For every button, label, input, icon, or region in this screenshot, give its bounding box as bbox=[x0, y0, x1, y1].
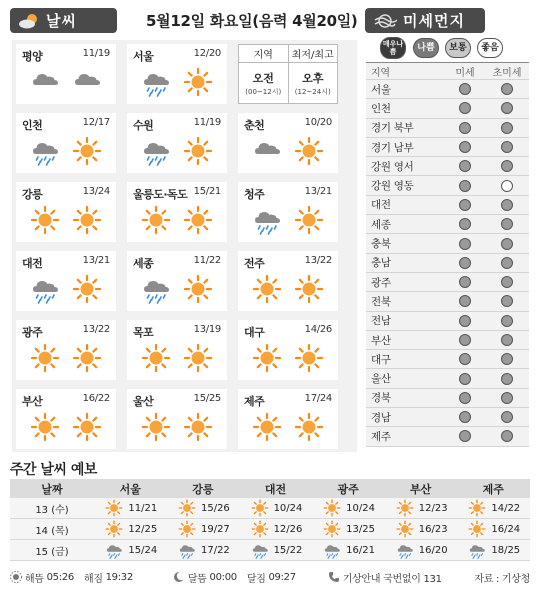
city-name: 세종 bbox=[133, 257, 154, 270]
sunrise-time: 05:26 bbox=[46, 571, 74, 583]
sun-icon bbox=[141, 412, 171, 442]
dust-row bbox=[366, 234, 529, 253]
city-temp: 11/22 bbox=[193, 255, 221, 266]
city-card bbox=[238, 182, 338, 242]
city-temp: 11/19 bbox=[193, 117, 221, 128]
weekly-cell bbox=[384, 540, 457, 560]
legend-minmax: 최저/최고 bbox=[291, 50, 334, 61]
sun-icon bbox=[294, 274, 324, 304]
dust-row bbox=[366, 254, 529, 273]
cloud-icon bbox=[30, 67, 60, 97]
dust-row bbox=[366, 350, 529, 369]
sun-icon bbox=[72, 343, 102, 373]
sun-icon bbox=[294, 343, 324, 373]
sun-icon bbox=[72, 412, 102, 442]
sun-icon bbox=[252, 412, 282, 442]
weekly-row bbox=[10, 540, 530, 561]
dust-region: 경북 bbox=[371, 392, 391, 405]
weekly-temp: 16/21 bbox=[346, 544, 375, 556]
city-card bbox=[127, 389, 227, 449]
dust-level-badge: 나쁨 bbox=[413, 38, 439, 58]
cloud-rain-icon bbox=[30, 136, 60, 166]
sun-icon bbox=[321, 520, 343, 538]
weekly-cell bbox=[167, 519, 240, 539]
pm10-status-dot bbox=[459, 257, 471, 269]
city-temp: 13/21 bbox=[82, 255, 110, 266]
dust-region: 인천 bbox=[371, 102, 391, 115]
dust-region: 광주 bbox=[371, 276, 391, 289]
dust-region: 제주 bbox=[371, 430, 391, 443]
pm10-status-dot bbox=[459, 392, 471, 404]
dust-region: 경기 남부 bbox=[371, 141, 414, 154]
sun-icon bbox=[72, 136, 102, 166]
pm25-status-dot bbox=[501, 295, 513, 307]
dust-row bbox=[366, 157, 529, 176]
legend-am-sub: (00~12시) bbox=[245, 87, 282, 96]
weekly-temp: 14/22 bbox=[491, 502, 521, 514]
weather-header-badge bbox=[10, 8, 117, 33]
city-card bbox=[127, 113, 227, 173]
pm10-status-dot bbox=[459, 83, 471, 95]
city-name: 인천 bbox=[22, 119, 43, 132]
moonset-time: 09:27 bbox=[268, 571, 296, 583]
city-temp: 13/22 bbox=[82, 324, 110, 335]
weekly-row bbox=[10, 498, 530, 519]
city-name: 수원 bbox=[133, 119, 154, 132]
moonset-label: 달짐 bbox=[246, 573, 266, 585]
weekly-temp: 10/24 bbox=[346, 502, 375, 514]
sun-icon bbox=[183, 205, 213, 235]
dust-table-header bbox=[366, 63, 529, 80]
city-temp: 13/19 bbox=[193, 324, 221, 335]
weekly-cell bbox=[312, 498, 385, 518]
weather-panel bbox=[12, 40, 357, 452]
weekly-date: 15 (금) bbox=[35, 546, 69, 558]
sun-icon bbox=[252, 274, 282, 304]
pm10-status-dot bbox=[459, 411, 471, 423]
pm25-status-dot bbox=[501, 218, 513, 230]
weekly-city-header: 강릉 bbox=[192, 482, 214, 496]
weekly-city-header: 부산 bbox=[410, 482, 432, 496]
pm10-status-dot bbox=[459, 199, 471, 211]
city-name: 울릉도·독도 bbox=[133, 188, 188, 201]
pm25-status-dot bbox=[501, 353, 513, 365]
city-temp: 13/21 bbox=[304, 186, 332, 197]
cloud-rain-icon bbox=[321, 541, 343, 559]
pm10-status-dot bbox=[459, 122, 471, 134]
pm25-status-dot bbox=[501, 160, 513, 172]
dust-row bbox=[366, 138, 529, 157]
weekly-temp: 12/25 bbox=[128, 523, 158, 535]
pm25-status-dot bbox=[501, 83, 513, 95]
sun-icon bbox=[249, 520, 271, 538]
city-card bbox=[16, 320, 116, 380]
city-name: 청주 bbox=[244, 188, 265, 201]
city-temp: 12/20 bbox=[193, 48, 221, 59]
cloud-rain-icon bbox=[249, 541, 271, 559]
weekly-cell bbox=[239, 540, 312, 560]
sunrise-label: 해뜸 bbox=[25, 573, 44, 585]
dust-head-region: 지역 bbox=[371, 67, 390, 79]
weekly-temp: 11/21 bbox=[128, 502, 158, 514]
sun-icon bbox=[321, 499, 343, 517]
weekly-cell bbox=[239, 498, 312, 518]
dust-region: 울산 bbox=[371, 373, 391, 386]
city-card bbox=[16, 182, 116, 242]
pm10-status-dot bbox=[459, 276, 471, 288]
sun-icon bbox=[30, 343, 60, 373]
city-name: 춘천 bbox=[244, 119, 265, 132]
cloud-rain-icon bbox=[252, 205, 282, 235]
sun-icon bbox=[30, 412, 60, 442]
dust-row bbox=[366, 119, 529, 138]
dust-head-pm25: 초미세 bbox=[492, 67, 522, 79]
dust-head-pm10: 미세 bbox=[455, 67, 475, 79]
weekly-title: 주간 날씨 예보 bbox=[10, 462, 97, 478]
city-name: 대구 bbox=[244, 326, 265, 339]
city-temp: 13/24 bbox=[82, 186, 110, 197]
pm25-status-dot bbox=[501, 430, 513, 442]
dust-row bbox=[366, 408, 529, 427]
pm10-status-dot bbox=[459, 334, 471, 346]
dust-row bbox=[366, 427, 529, 446]
dust-region: 경기 북부 bbox=[371, 122, 414, 135]
weather-header-label: 날씨 bbox=[46, 12, 77, 30]
dust-region: 서울 bbox=[371, 83, 391, 96]
pm10-status-dot bbox=[459, 373, 471, 385]
pm25-status-dot bbox=[501, 257, 513, 269]
cloud-rain-icon bbox=[30, 274, 60, 304]
legend-region: 지역 bbox=[253, 50, 273, 61]
weekly-temp: 15/26 bbox=[200, 502, 230, 514]
city-name: 광주 bbox=[22, 326, 43, 339]
weekly-temp: 12/26 bbox=[273, 523, 303, 535]
dust-table bbox=[366, 62, 529, 447]
weekly-cell bbox=[167, 540, 240, 560]
sun-icon bbox=[183, 136, 213, 166]
city-temp: 14/26 bbox=[304, 324, 332, 335]
dust-region: 대전 bbox=[371, 199, 391, 212]
legend-am: 오전 bbox=[252, 71, 274, 85]
source-credit: 자료 : 기상청 bbox=[474, 573, 530, 585]
pm25-status-dot bbox=[501, 199, 513, 211]
weekly-temp: 17/22 bbox=[200, 544, 230, 556]
city-card bbox=[16, 113, 116, 173]
sun-icon bbox=[103, 499, 125, 517]
dust-region: 강원 영동 bbox=[371, 180, 414, 193]
pm10-status-dot bbox=[459, 218, 471, 230]
sun-icon bbox=[294, 205, 324, 235]
city-temp: 11/19 bbox=[82, 48, 110, 59]
pm10-status-dot bbox=[459, 353, 471, 365]
dust-row bbox=[366, 389, 529, 408]
cloud-icon bbox=[252, 136, 282, 166]
weekly-temp: 15/24 bbox=[128, 544, 158, 556]
city-name: 평양 bbox=[22, 50, 43, 63]
weekly-cell bbox=[94, 498, 167, 518]
sunset-label: 해짐 bbox=[83, 573, 103, 585]
dust-row bbox=[366, 176, 529, 195]
weekly-cell bbox=[167, 498, 240, 518]
pm25-status-dot bbox=[501, 392, 513, 404]
weekly-temp: 15/22 bbox=[273, 544, 303, 556]
dust-row bbox=[366, 80, 529, 99]
weekly-cell bbox=[384, 498, 457, 518]
pm10-status-dot bbox=[459, 180, 471, 192]
sun-icon bbox=[394, 499, 416, 517]
city-card bbox=[127, 182, 227, 242]
weekly-cell bbox=[384, 519, 457, 539]
weekly-city-header: 서울 bbox=[119, 482, 141, 496]
sun-icon bbox=[183, 343, 213, 373]
dust-level-badge: 보통 bbox=[445, 38, 471, 58]
city-temp: 15/25 bbox=[193, 393, 221, 404]
weekly-temp: 13/25 bbox=[346, 523, 375, 535]
pm25-status-dot bbox=[501, 276, 513, 288]
weekly-cell bbox=[312, 540, 385, 560]
dust-region: 경남 bbox=[371, 411, 391, 424]
pm25-status-dot bbox=[501, 315, 513, 327]
dust-row bbox=[366, 292, 529, 311]
weekly-forecast-table bbox=[10, 479, 530, 561]
city-card bbox=[127, 251, 227, 311]
moonrise-time: 00:00 bbox=[209, 571, 237, 583]
dust-row bbox=[366, 331, 529, 350]
dust-row bbox=[366, 215, 529, 234]
sun-icon bbox=[252, 343, 282, 373]
moonrise-label: 달뜸 bbox=[187, 573, 207, 585]
sun-icon bbox=[394, 520, 416, 538]
weekly-temp: 19/27 bbox=[200, 523, 230, 535]
legend-pm: 오후 bbox=[302, 71, 324, 85]
dust-region: 전남 bbox=[371, 315, 391, 328]
sun-icon bbox=[466, 499, 488, 517]
sun-cloud-icon bbox=[18, 12, 40, 30]
dust-region: 전북 bbox=[371, 295, 391, 308]
legend-pm-sub: (12~24시) bbox=[294, 87, 331, 96]
weekly-city-header: 대전 bbox=[264, 482, 287, 496]
dust-icon bbox=[373, 12, 397, 30]
sun-icon bbox=[249, 499, 271, 517]
sun-icon bbox=[72, 274, 102, 304]
sun-icon bbox=[294, 412, 324, 442]
city-name: 대전 bbox=[22, 257, 43, 270]
date-title: 5월12일 화요일(음력 4월20일) bbox=[146, 12, 358, 30]
sun-icon bbox=[176, 499, 198, 517]
pm10-status-dot bbox=[459, 102, 471, 114]
city-temp: 15/21 bbox=[193, 186, 221, 197]
city-temp: 17/24 bbox=[304, 393, 332, 404]
phone-info: 기상안내 국번없이 131 bbox=[342, 573, 442, 585]
sun-icon bbox=[141, 205, 171, 235]
city-card bbox=[16, 389, 116, 449]
weekly-date: 13 (수) bbox=[35, 504, 69, 516]
sunset-time: 19:32 bbox=[105, 571, 133, 583]
weekly-cell bbox=[457, 498, 530, 518]
pm25-status-dot bbox=[501, 180, 513, 192]
dust-row bbox=[366, 196, 529, 215]
city-card bbox=[16, 251, 116, 311]
city-name: 제주 bbox=[244, 395, 265, 408]
cloud-rain-icon bbox=[141, 136, 171, 166]
city-temp: 10/20 bbox=[304, 117, 332, 128]
pm25-status-dot bbox=[501, 334, 513, 346]
dust-row bbox=[366, 369, 529, 388]
dust-region: 대구 bbox=[371, 353, 391, 366]
sun-icon bbox=[466, 520, 488, 538]
sunrise-icon bbox=[10, 571, 22, 583]
moon-icon bbox=[173, 571, 185, 583]
city-temp: 16/22 bbox=[82, 393, 110, 404]
dust-region: 충남 bbox=[371, 257, 391, 270]
weekly-temp: 16/20 bbox=[418, 544, 448, 556]
city-card bbox=[16, 44, 116, 104]
pm25-status-dot bbox=[501, 238, 513, 250]
weekly-row bbox=[10, 519, 530, 540]
pm10-status-dot bbox=[459, 238, 471, 250]
cloud-rain-icon bbox=[466, 541, 488, 559]
dust-region: 세종 bbox=[371, 218, 391, 231]
sun-icon bbox=[72, 205, 102, 235]
weekly-temp: 10/24 bbox=[273, 502, 303, 514]
sun-icon bbox=[183, 67, 213, 97]
dust-region: 부산 bbox=[371, 334, 391, 347]
city-card bbox=[238, 113, 338, 173]
cloud-icon bbox=[72, 67, 102, 97]
city-name: 전주 bbox=[244, 257, 265, 270]
phone-icon bbox=[328, 571, 340, 583]
pm10-status-dot bbox=[459, 295, 471, 307]
dust-row bbox=[366, 312, 529, 331]
sun-icon bbox=[103, 520, 125, 538]
sun-icon bbox=[183, 412, 213, 442]
pm25-status-dot bbox=[501, 102, 513, 114]
city-name: 서울 bbox=[133, 50, 154, 63]
pm25-status-dot bbox=[501, 411, 513, 423]
dust-level-badge: 매우나쁨 bbox=[380, 37, 406, 59]
cloud-rain-icon bbox=[103, 541, 125, 559]
footer bbox=[10, 568, 530, 586]
cloud-rain-icon bbox=[141, 67, 171, 97]
pm10-status-dot bbox=[459, 160, 471, 172]
dust-header-badge bbox=[365, 8, 485, 33]
sun-icon bbox=[176, 520, 198, 538]
city-name: 부산 bbox=[22, 395, 43, 408]
dust-row bbox=[366, 99, 529, 118]
cloud-rain-icon bbox=[141, 274, 171, 304]
dust-header-label: 미세먼지 bbox=[403, 12, 465, 30]
weather-legend bbox=[238, 44, 338, 104]
city-temp: 12/17 bbox=[82, 117, 110, 128]
dust-row bbox=[366, 273, 529, 292]
city-card bbox=[127, 320, 227, 380]
pm10-status-dot bbox=[459, 141, 471, 153]
pm25-status-dot bbox=[501, 122, 513, 134]
pm25-status-dot bbox=[501, 373, 513, 385]
weekly-temp: 16/24 bbox=[491, 523, 521, 535]
dust-region: 충북 bbox=[371, 238, 391, 251]
city-card bbox=[127, 44, 227, 104]
city-name: 목포 bbox=[133, 326, 154, 339]
pm10-status-dot bbox=[459, 315, 471, 327]
dust-level-badge: 좋음 bbox=[477, 38, 503, 58]
weekly-cell bbox=[457, 519, 530, 539]
weekly-temp: 16/23 bbox=[418, 523, 448, 535]
sun-icon bbox=[294, 136, 324, 166]
weekly-cell bbox=[94, 540, 167, 560]
cloud-rain-icon bbox=[394, 541, 416, 559]
weekly-temp: 12/23 bbox=[418, 502, 448, 514]
pm25-status-dot bbox=[501, 141, 513, 153]
weekly-date: 14 (목) bbox=[35, 525, 69, 537]
weekly-cell bbox=[94, 519, 167, 539]
city-name: 울산 bbox=[133, 395, 154, 408]
weekly-header bbox=[10, 479, 530, 498]
city-card bbox=[238, 389, 338, 449]
sun-icon bbox=[141, 343, 171, 373]
weekly-cell bbox=[312, 519, 385, 539]
weekly-city-header: 제주 bbox=[482, 482, 504, 496]
dust-region: 강원 영서 bbox=[371, 160, 414, 173]
weekly-city-header: 광주 bbox=[337, 482, 359, 496]
weekly-cell bbox=[239, 519, 312, 539]
weekly-cell bbox=[457, 540, 530, 560]
weekly-temp: 18/25 bbox=[491, 544, 521, 556]
city-card bbox=[238, 251, 338, 311]
sun-icon bbox=[30, 205, 60, 235]
pm10-status-dot bbox=[459, 430, 471, 442]
sun-icon bbox=[183, 274, 213, 304]
city-temp: 13/22 bbox=[304, 255, 332, 266]
weekly-date-header: 날짜 bbox=[41, 482, 63, 496]
cloud-rain-icon bbox=[176, 541, 198, 559]
city-name: 강릉 bbox=[22, 188, 43, 201]
city-card bbox=[238, 320, 338, 380]
